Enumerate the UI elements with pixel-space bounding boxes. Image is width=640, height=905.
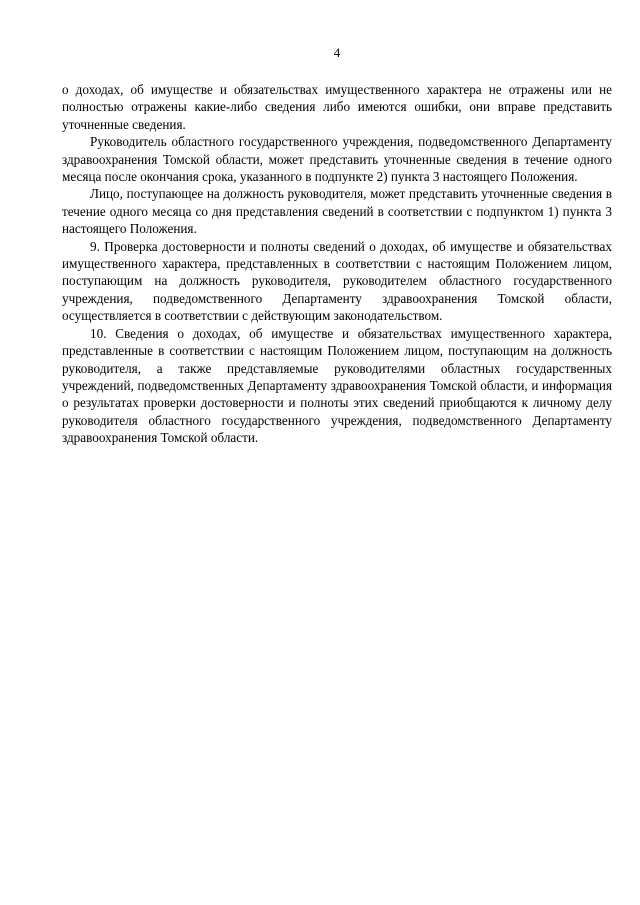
paragraph-item-10: 10. Сведения о доходах, об имуществе и обязательствах имущественного характера, представленные в соответствии с настоящим Положением лицом, поступающим на должность руководителя, а также представляемые руководителями областных государственных учреждений, подведомственных Департаменту здравоохранения Томской области, и информация о результатах проверки достоверности и полноты этих сведений приобщаются к личному делу руководителя областного государственного учреждения, подведомственного Департаменту здравоохранения Томской области. <box>62 325 612 446</box>
page-number: 4 <box>333 45 341 60</box>
paragraph-item-9: 9. Проверка достоверности и полноты сведений о доходах, об имуществе и обязательствах имущественного характера, представленных в соответствии с настоящим Положением лицом, поступающим на должность руководителя, руководителем областного государственного учреждения, подведомственного Департаменту здравоохранения Томской области, осуществляется в соответствии с действующим законодательством. <box>62 238 612 324</box>
document-body <box>62 81 612 447</box>
paragraph-head-of-institution: Руководитель областного государственного учреждения, подведомственного Департаменту здравоохранения Томской области, может представить уточненные сведения в течение одного месяца после окончания срока, указанного в подпункте 2) пункта 3 настоящего Положения. <box>62 134 612 185</box>
paragraph-continuation: о доходах, об имуществе и обязательствах имущественного характера не отражены или не полностью отражены какие-либо сведения либо имеются ошибки, они вправе представить уточненные сведения. <box>62 82 612 132</box>
paragraph-applicant: Лицо, поступающее на должность руководителя, может представить уточненные сведения в течение одного месяца со дня представления сведений в соответствии с подпунктом 1) пункта 3 настоящего Положения. <box>62 186 612 237</box>
